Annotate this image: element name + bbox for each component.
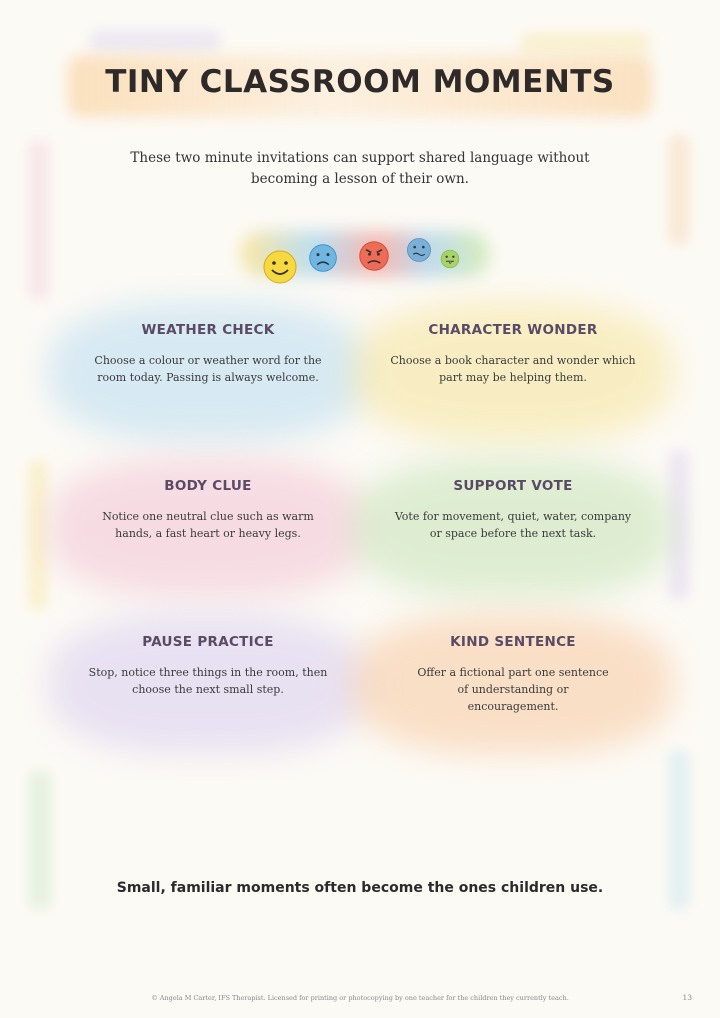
sad-face-icon: [308, 243, 338, 273]
angry-face-icon: [358, 240, 390, 272]
edge-wash-left-top: [28, 140, 50, 300]
happy-face-icon: [262, 249, 298, 285]
card-text: Vote for movement, quiet, water, company or space before the next task.: [394, 510, 632, 540]
card-title: WEATHER CHECK: [141, 322, 275, 338]
card-title: BODY CLUE: [164, 478, 252, 494]
card-text: Choose a book character and wonder which part may be helping them.: [390, 354, 636, 384]
edge-wash-left-mid: [28, 460, 48, 610]
emotion-faces: [230, 215, 500, 295]
card-text: Stop, notice three things in the room, then choose the next small step.: [88, 666, 328, 696]
activity-card-weather-check: [63, 322, 353, 386]
edge-wash-top-right: [520, 32, 650, 54]
closing-statement: Small, familiar moments often become the ones children use.: [116, 880, 604, 896]
silly-face-icon: [440, 249, 460, 269]
page-number: 13: [682, 993, 692, 1002]
edge-wash-top: [90, 30, 220, 52]
card-text: Choose a colour or weather word for the room today. Passing is always welcome.: [94, 354, 322, 384]
card-title: CHARACTER WONDER: [428, 322, 598, 338]
activity-card-character-wonder: [368, 322, 658, 386]
activity-card-support-vote: [368, 478, 658, 542]
activity-card-pause-practice: [63, 634, 353, 698]
card-title: PAUSE PRACTICE: [142, 634, 274, 650]
card-title: SUPPORT VOTE: [453, 478, 573, 494]
activity-card-kind-sentence: [368, 634, 658, 715]
edge-wash-right-top: [668, 135, 690, 245]
worried-face-icon: [406, 237, 432, 263]
card-text: Notice one neutral clue such as warm hands, a fast heart or heavy legs.: [102, 510, 314, 540]
copyright-footer: © Angela M Carter, IFS Therapist. Licensed for printing or photocopying by one teacher for the children they currently teach.: [151, 994, 569, 1002]
card-text: Offer a fictional part one sentence of understanding or encouragement.: [417, 666, 609, 713]
card-title: KIND SENTENCE: [450, 634, 576, 650]
page-title: TINY CLASSROOM MOMENTS: [105, 64, 615, 100]
intro-text: These two minute invitations can support shared language without becoming a lesson of their own.: [130, 150, 590, 187]
activity-card-body-clue: [63, 478, 353, 542]
